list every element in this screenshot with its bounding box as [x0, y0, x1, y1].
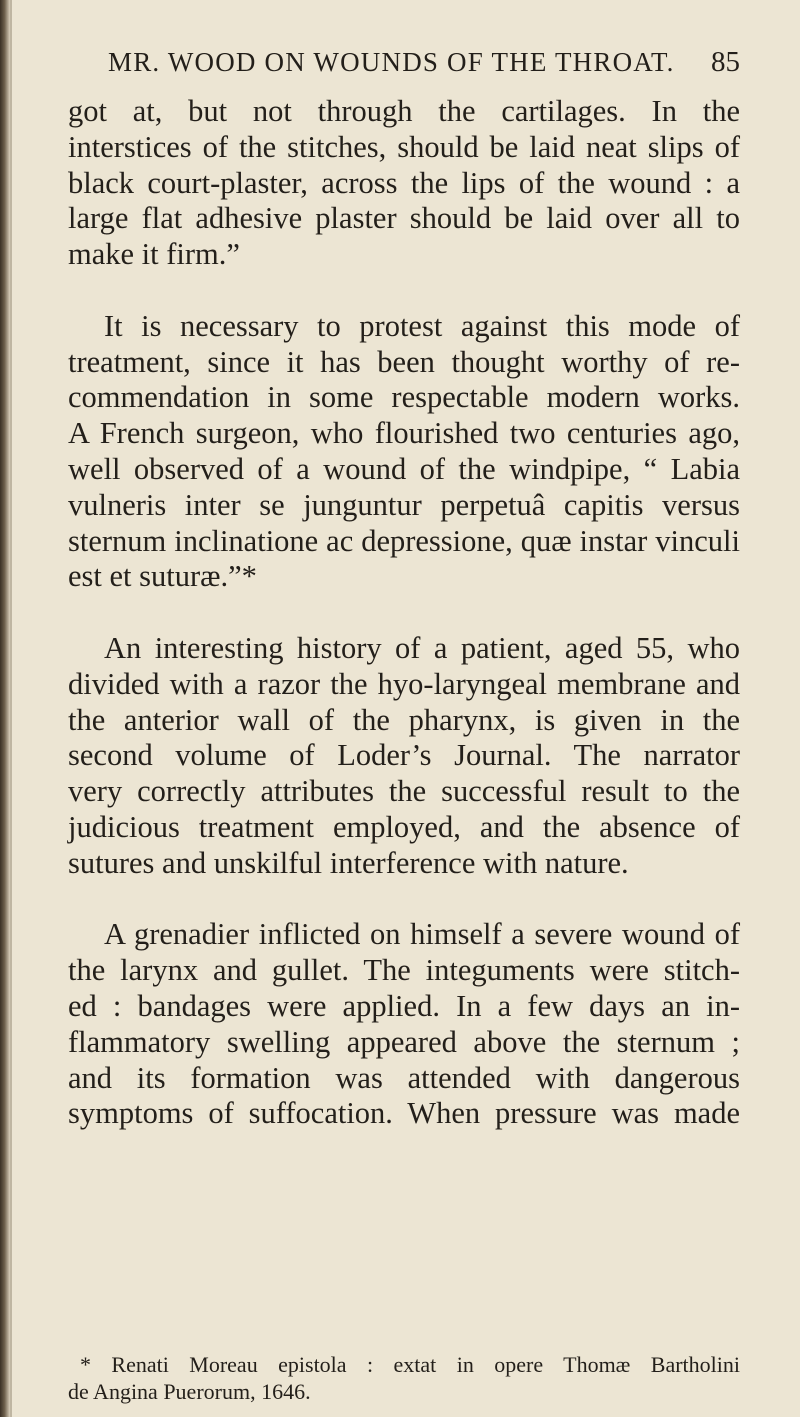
text-line: A French surgeon, who flourished two centuries ago,: [68, 416, 740, 451]
text-line: An interesting history of a patient, aged 55, who: [104, 630, 740, 665]
text-line: the anterior wall of the pharynx, is given in the: [68, 702, 740, 737]
text-line: very correctly attributes the successful result to the: [68, 774, 740, 809]
footnote: [68, 1351, 740, 1405]
text-line: It is necessary to protest against this mode of: [104, 308, 740, 343]
footnote-line: * Renati Moreau epistola : extat in opere Thomæ Bartholini: [80, 1352, 740, 1377]
running-title: MR. WOOD ON WOUNDS OF THE THROAT.: [108, 47, 675, 77]
page-number: 85: [711, 46, 740, 78]
text-line: flammatory swelling appeared above the sternum ;: [68, 1024, 740, 1059]
text-line: sutures and unskilful interference with nature.: [68, 845, 629, 880]
text-line: make it firm.”: [68, 237, 240, 272]
text-line: well observed of a wound of the windpipe, “ Labia: [68, 451, 740, 486]
body-text: [68, 94, 740, 1132]
text-line: A grenadier inflicted on himself a severe wound of: [104, 917, 740, 952]
page-header: [0, 44, 800, 80]
text-line: sternum inclinatione ac depressione, quæ instar vinculi: [68, 523, 740, 558]
text-line: got at, but not through the cartilages. In the: [68, 94, 740, 128]
binding-edge: [10, 0, 12, 1417]
paragraph-2: [68, 309, 740, 595]
text-line: and its formation was attended with dangerous: [68, 1060, 740, 1095]
text-line: est et suturæ.”*: [68, 559, 257, 594]
text-line: black court-plaster, across the lips of the wound : a: [68, 165, 740, 200]
text-line: large flat adhesive plaster should be laid over all to: [68, 201, 740, 236]
text-line: second volume of Loder’s Journal. The narrator: [68, 738, 740, 773]
text-line: vulneris inter se junguntur perpetuâ capitis versus: [68, 487, 740, 522]
text-line: treatment, since it has been thought worthy of re-: [68, 344, 740, 379]
text-line: judicious treatment employed, and the absence of: [68, 809, 740, 844]
text-line: divided with a razor the hyo-laryngeal membrane and: [68, 666, 740, 701]
text-line: symptoms of suffocation. When pressure was made: [68, 1096, 740, 1131]
footnote-line: de Angina Puerorum, 1646.: [68, 1379, 311, 1404]
paragraph-3: [68, 631, 740, 882]
text-line: commendation in some respectable modern works.: [68, 380, 740, 415]
paragraph-4: [68, 917, 740, 1132]
paragraph-1: [68, 94, 740, 273]
binding-gutter: [0, 0, 10, 1417]
text-line: ed : bandages were applied. In a few days an in-: [68, 988, 740, 1023]
text-line: the larynx and gullet. The integuments were stitch-: [68, 953, 740, 988]
text-line: interstices of the stitches, should be laid neat slips of: [68, 129, 740, 164]
